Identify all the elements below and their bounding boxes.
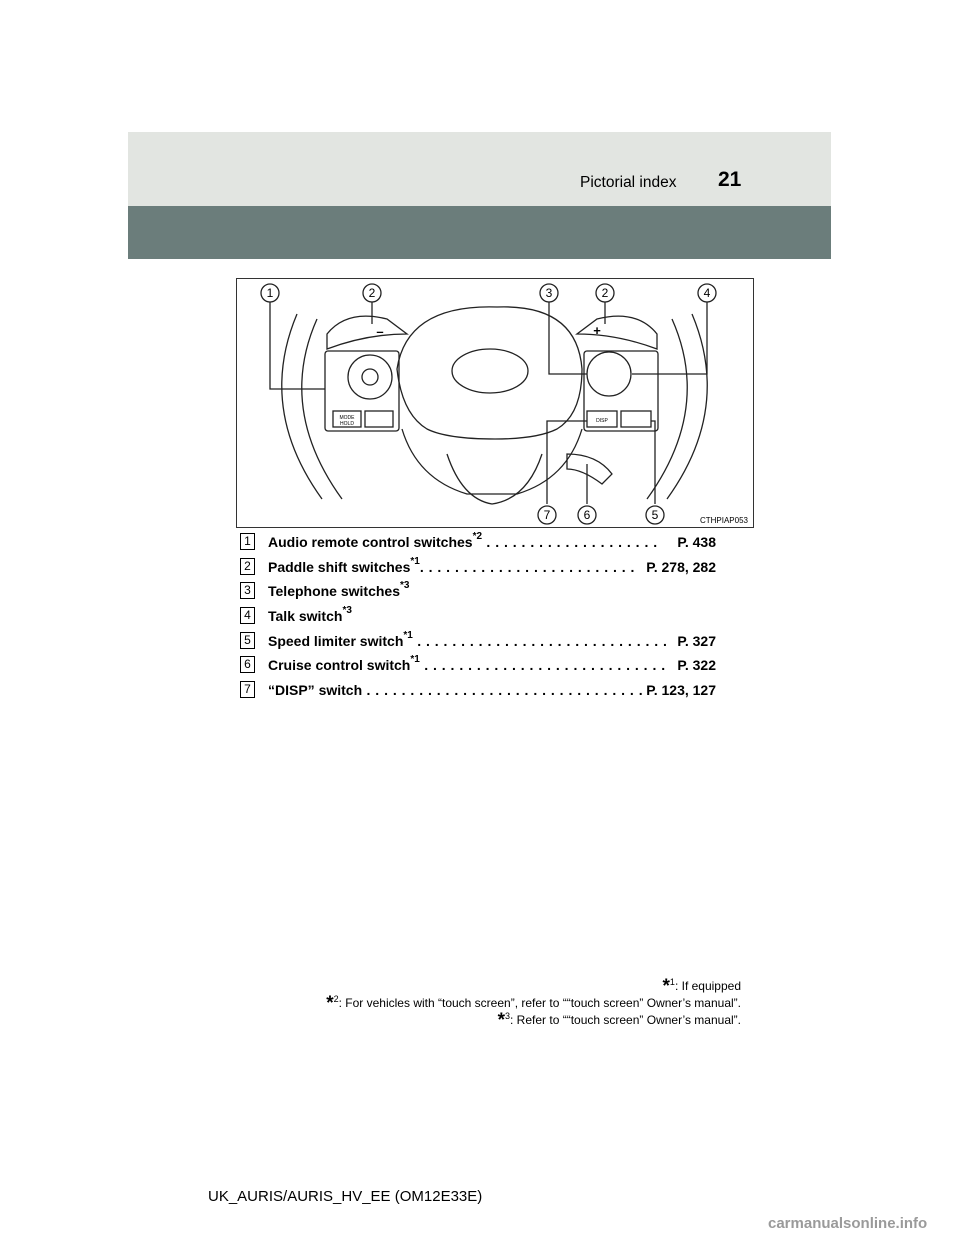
index-entry [236, 604, 756, 629]
steering-wheel-illustration [236, 278, 754, 528]
wheel-hub [397, 307, 582, 439]
entry-number: 2 [240, 558, 255, 575]
index-entry [236, 653, 756, 678]
callout-label: 2 [601, 286, 609, 300]
wheel-rim-right-outer [667, 314, 707, 499]
callout-label: 1 [266, 286, 274, 300]
index-entry [236, 530, 756, 555]
entry-number: 5 [240, 632, 255, 649]
entry-page-ref[interactable]: P. 322 [677, 657, 716, 674]
entry-number: 1 [240, 533, 255, 550]
entry-page-ref[interactable]: P. 327 [677, 632, 716, 649]
audio-dial [348, 355, 392, 399]
mode-label: MODE [339, 415, 355, 421]
footnotes [326, 978, 741, 1029]
section-title: Pictorial index [580, 174, 677, 191]
cruise-control-lever [567, 454, 612, 484]
entry-label: Audio remote control switches$^{*2}$ . . . . . . . . . . . . . . . . . . . . [268, 531, 658, 550]
footnote: *$^3$: Refer to ““touch screen” Owner’s manual”. [497, 1010, 741, 1031]
audio-switch-panel [325, 351, 399, 431]
plus-label: + [593, 323, 601, 338]
footnote: *$^1$: If equipped [662, 976, 741, 997]
callout-label: 3 [545, 286, 553, 300]
entry-label: Telephone switches$^{*3}$ [268, 580, 410, 600]
entry-label: Talk switch$^{*3}$ [268, 605, 352, 625]
index-entries [236, 530, 756, 703]
minus-label: – [376, 324, 384, 339]
talk-button [621, 411, 651, 427]
figure-code: CTHPIAP053 [699, 516, 748, 525]
index-entry [236, 579, 756, 604]
page-number: 21 [718, 168, 742, 191]
header-bar [128, 206, 831, 259]
disp-label: DISP [596, 418, 608, 424]
callout-label: 7 [543, 508, 551, 522]
index-entry [236, 678, 756, 703]
index-entry [236, 629, 756, 654]
page-footer: UK_AURIS/AURIS_HV_EE (OM12E33E) [208, 1188, 483, 1205]
entry-number: 6 [240, 656, 255, 673]
entry-page-ref[interactable]: P. 123, 127 [646, 682, 716, 699]
entry-number: 4 [240, 607, 255, 624]
entry-label: Speed limiter switch$^{*1}$ . . . . . . . . . . . . . . . . . . . . . . . . . . . . . [268, 629, 668, 649]
entry-label: Cruise control switch$^{*1}$ . . . . . . . . . . . . . . . . . . . . . . . . . . . . [268, 654, 666, 674]
paddle-left [327, 316, 407, 349]
paddle-right [577, 316, 657, 349]
callout-label: 6 [583, 508, 591, 522]
callout-label: 5 [651, 508, 659, 522]
wheel-rim-left-outer [282, 314, 322, 499]
entry-page-ref[interactable]: P. 438 [677, 534, 716, 550]
entry-label: Paddle shift switches$^{*1}$. . . . . . . . . . . . . . . . . . . . . . . . . [268, 555, 635, 575]
wheel-rim-right-inner [647, 319, 687, 499]
watermark: carmanualsonline.info [768, 1215, 928, 1232]
steering-wheel-diagram [237, 279, 753, 527]
entry-number: 7 [240, 681, 255, 698]
callout-label: 4 [703, 286, 711, 300]
entry-number: 3 [240, 582, 255, 599]
index-entry [236, 555, 756, 580]
telephone-dial [587, 352, 631, 396]
hold-label: HOLD [340, 421, 354, 427]
emblem [452, 349, 528, 393]
back-button [365, 411, 393, 427]
entry-label: “DISP” switch . . . . . . . . . . . . . . . . . . . . . . . . . . . . . . . . [268, 682, 644, 699]
footnote: *$^2$: For vehicles with “touch screen”, refer to ““touch screen” Owner’s manual”. [326, 993, 741, 1014]
entry-page-ref[interactable]: P. 278, 282 [646, 558, 716, 575]
callout-label: 2 [368, 286, 376, 300]
